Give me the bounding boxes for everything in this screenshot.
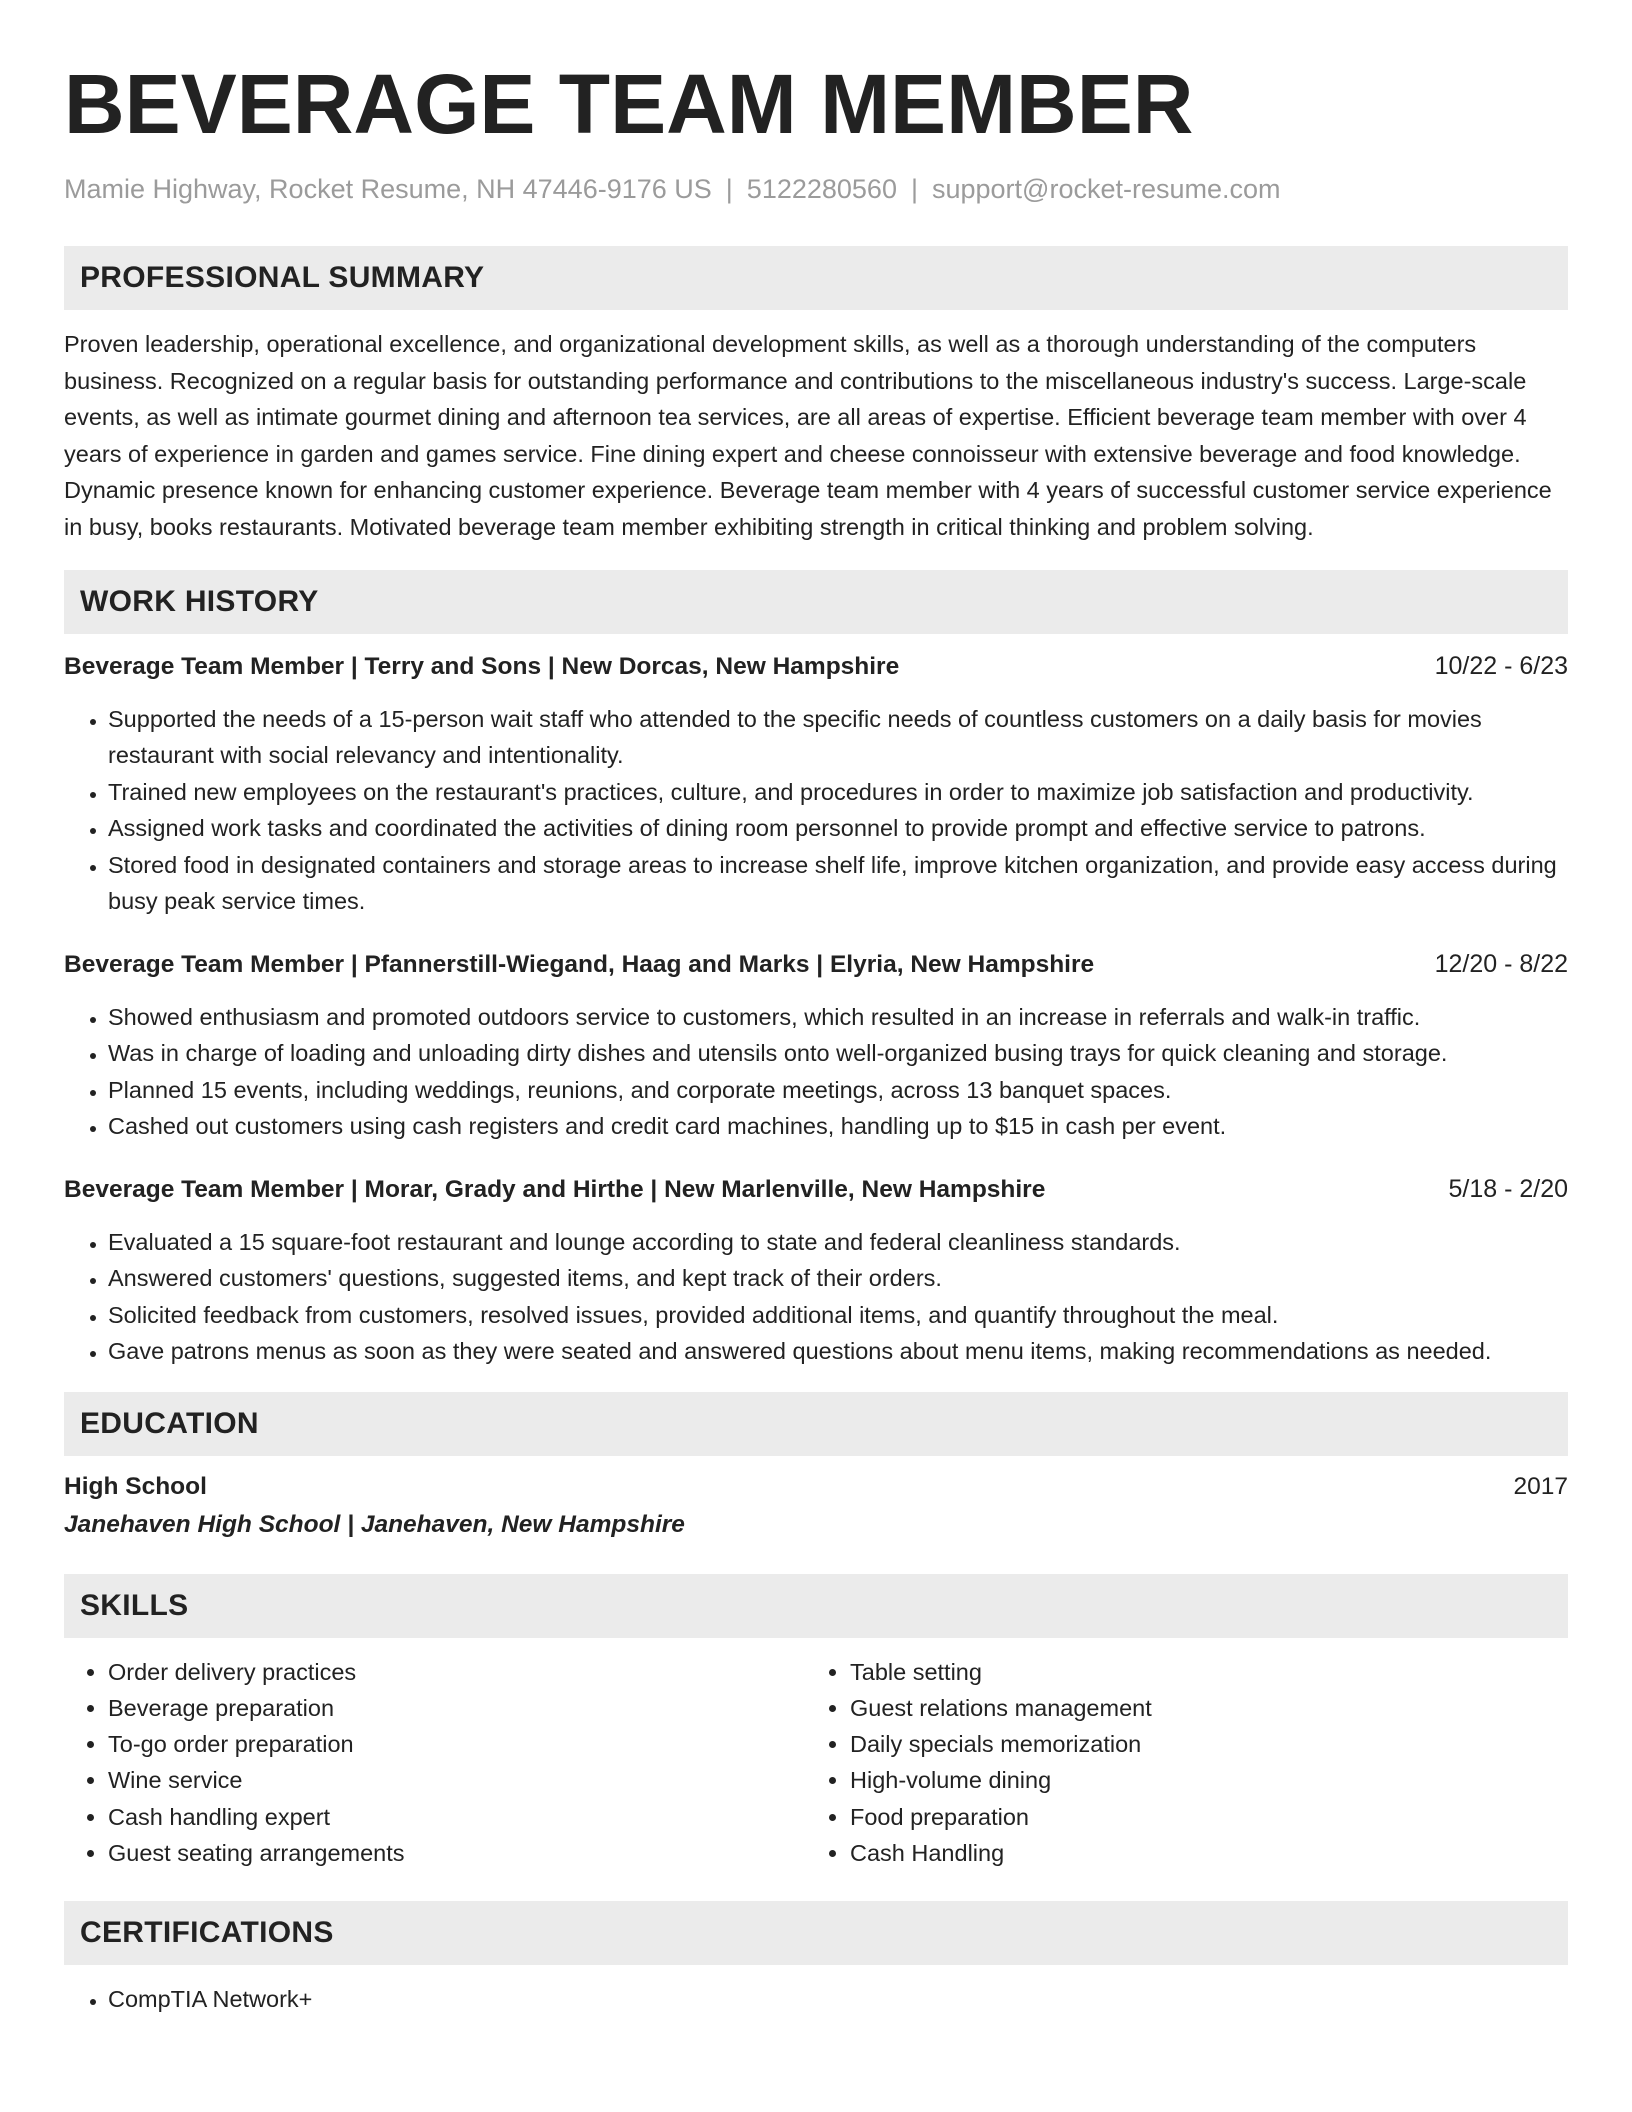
job-bullet: • Evaluated a 15 square-foot restaurant and lounge according to state and federal cleanliness standards. [108,1224,1568,1261]
contact-separator: | [725,174,733,204]
resume-title: BEVERAGE TEAM MEMBER [64,57,1194,151]
education-degree: High School [64,1472,207,1500]
contact-separator: | [910,174,918,204]
skill-item: • High-volume dining [850,1762,1548,1798]
job-header [64,1171,1568,1208]
certifications-heading: CERTIFICATIONS [64,1901,1568,1965]
education-heading: EDUCATION [64,1392,1568,1456]
job-bullet: • Answered customers' questions, suggested items, and kept track of their orders. [108,1260,1568,1297]
resume-page [64,56,1568,2018]
job-bullet: • Was in charge of loading and unloading dirty dishes and utensils onto well-organized busing trays for quick cleaning and storage. [108,1035,1568,1072]
skill-item: • Table setting [850,1654,1548,1690]
job-header [64,946,1568,983]
job-entry [64,946,1568,1145]
job-header [64,648,1568,685]
education-school: Janehaven High School | Janehaven, New Hampshire [64,1510,685,1538]
job-bullet: • Planned 15 events, including weddings, reunions, and corporate meetings, across 13 banquet spaces. [108,1072,1568,1109]
skill-item: • To-go order preparation [108,1726,806,1762]
contact-address: Mamie Highway, Rocket Resume, NH 47446-9176 US [64,174,712,204]
job-dates: 5/18 - 2/20 [1448,1174,1568,1203]
skill-item: • Order delivery practices [108,1654,806,1690]
job-bullet: • Trained new employees on the restaurant's practices, culture, and procedures in order to maximize job satisfaction and productivity. [108,774,1568,811]
job-bullet: • Showed enthusiasm and promoted outdoors service to customers, which resulted in an increase in referrals and walk-in traffic. [108,999,1568,1036]
job-title: Beverage Team Member | Morar, Grady and Hirthe | New Marlenville, New Hampshire [64,1175,1046,1203]
job-bullet: • Supported the needs of a 15-person wait staff who attended to the specific needs of countless customers on a daily basis for movies restaurant with social relevancy and intentionality. [108,701,1568,774]
skills-column-right [806,1654,1548,1872]
skills-list [64,1638,1568,1872]
job-title: Beverage Team Member | Terry and Sons | New Dorcas, New Hampshire [64,652,900,680]
job-entry [64,1171,1568,1370]
education-entry [64,1468,1568,1544]
skill-item: • Beverage preparation [108,1690,806,1726]
skills-column-left [64,1654,806,1872]
skill-item: • Guest seating arrangements [108,1835,806,1871]
summary-text: Proven leadership, operational excellence, and organizational development skills, as well as a thorough understanding of the computers business. Recognized on a regular basis for outstanding performance and contributions to the miscellaneous industry's success. Large-scale events, as well as intimate gourmet dining and afternoon tea services, are all areas of expertise. Efficient beverage team member with over 4 years of experience in garden and games service. Fine dining expert and cheese connoisseur with extensive beverage and food knowledge. Dynamic presence known for enhancing customer experience. Beverage team member with 4 years of successful customer service experience in busy, books restaurants. Motivated beverage team member exhibiting strength in critical thinking and problem solving. [64,331,1552,540]
summary-heading: PROFESSIONAL SUMMARY [64,246,1568,310]
job-bullet: • Solicited feedback from customers, resolved issues, provided additional items, and quantify throughout the meal. [108,1297,1568,1334]
skills-heading: SKILLS [64,1574,1568,1638]
contact-line [64,172,1568,206]
skill-item: • Cash handling expert [108,1799,806,1835]
education-year: 2017 [1513,1472,1568,1500]
certifications-list [64,1981,1568,2018]
job-title: Beverage Team Member | Pfannerstill-Wiegand, Haag and Marks | Elyria, New Hampshire [64,950,1095,978]
job-entry [64,648,1568,920]
job-dates: 12/20 - 8/22 [1434,949,1568,978]
job-bullets [64,1224,1568,1370]
job-bullets [64,701,1568,920]
job-bullet: • Gave patrons menus as soon as they were seated and answered questions about menu items, making recommendations as needed. [108,1333,1568,1370]
contact-email: support@rocket-resume.com [931,174,1281,204]
skill-item: • Cash Handling [850,1835,1548,1871]
job-bullet: • Assigned work tasks and coordinated the activities of dining room personnel to provide prompt and effective service to patrons. [108,810,1568,847]
job-bullet: • Stored food in designated containers and storage areas to increase shelf life, improve kitchen organization, and provide easy access during busy peak service times. [108,847,1568,920]
skill-item: • Daily specials memorization [850,1726,1548,1762]
job-dates: 10/22 - 6/23 [1434,651,1568,680]
certification-item: • CompTIA Network+ [108,1981,1568,2018]
skill-item: • Wine service [108,1762,806,1798]
contact-phone: 5122280560 [746,174,897,204]
skill-item: • Food preparation [850,1799,1548,1835]
education-header [64,1468,1568,1506]
job-bullet: • Cashed out customers using cash registers and credit card machines, handling up to $15 in cash per event. [108,1108,1568,1145]
skill-item: • Guest relations management [850,1690,1548,1726]
job-bullets [64,999,1568,1145]
work-history-heading: WORK HISTORY [64,570,1568,634]
